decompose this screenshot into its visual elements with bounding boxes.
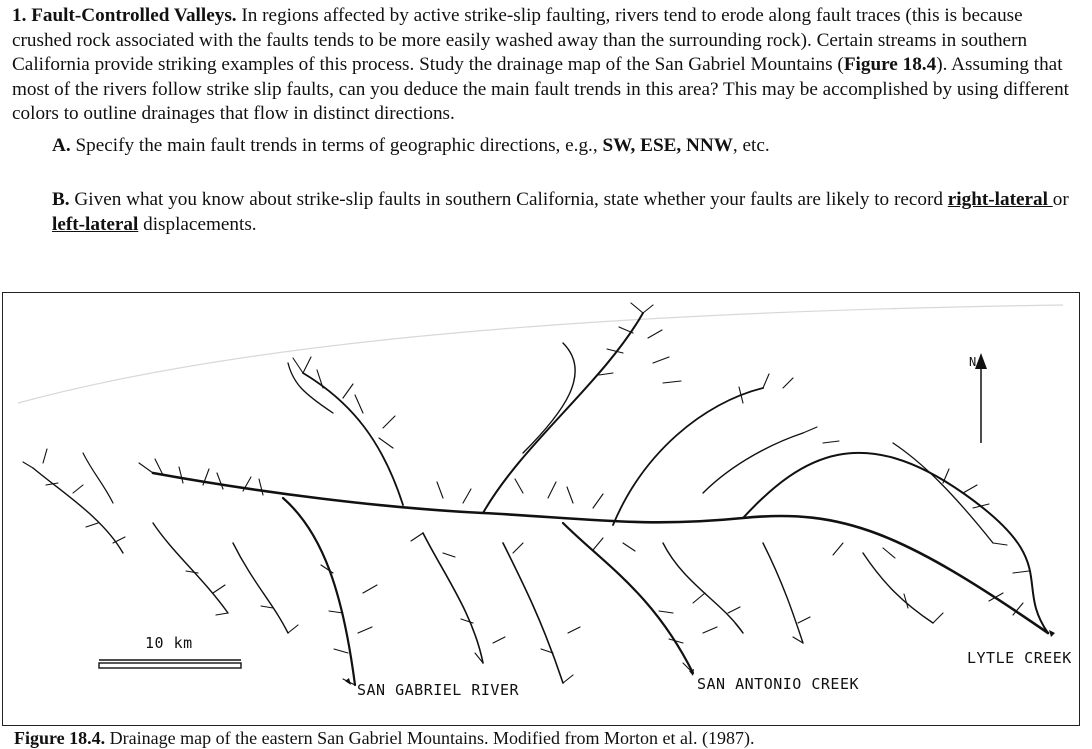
left-lateral-term: left-lateral — [52, 213, 139, 235]
drainage-map-figure — [2, 292, 1080, 726]
question-text-2: ). Assuming that most of the rivers follow strike slip faults, can you deduce the main fault trends in this area? This may be accomplished by using different colors to outline drainages that flow in distinct directions. — [12, 54, 1069, 125]
caption-label: Figure 18.4. — [14, 728, 106, 748]
lytle-creek-label: LYTLE CREEK — [967, 649, 1072, 667]
part-b-letter: B. — [52, 189, 70, 210]
right-lateral-term: right-lateral — [947, 189, 1053, 210]
part-a-letter: A. — [52, 135, 71, 156]
question-number: 1. — [12, 5, 27, 26]
direction-example-2: ESE, — [640, 135, 682, 156]
question-text-1: In regions affected by active strike-slip faulting, rivers tend to erode along fault traces (this is because crushed rock associated with the faults tends to be more easily washed away than the surrounding rock). Certain streams in southern California provide striking examples of this process. Study the drainage map of the San Gabriel Mountains ( — [12, 5, 1028, 76]
figure-reference: Figure 18.4 — [843, 54, 937, 76]
part-b-text-1: Given what you know about strike-slip faults in southern California, state whether your faults are likely to record — [69, 189, 948, 210]
part-b — [52, 188, 1072, 237]
lytle-outlet-marker — [1049, 630, 1055, 637]
figure-caption — [14, 727, 755, 749]
drainage-network — [23, 303, 1048, 685]
question-title: Fault-Controlled Valleys. — [31, 5, 237, 26]
san-gabriel-outlet-marker — [345, 678, 351, 685]
part-b-text-2: displacements. — [138, 213, 257, 235]
drainage-map — [3, 293, 1079, 725]
san-antonio-creek-label: SAN ANTONIO CREEK — [697, 675, 860, 693]
scale-bar — [99, 660, 241, 668]
part-b-or: or — [1052, 189, 1069, 210]
question-paragraph — [12, 4, 1080, 127]
part-a-text-2: , etc. — [732, 135, 770, 156]
scale-label: 10 km — [145, 634, 193, 652]
north-arrow-icon — [975, 353, 987, 443]
north-label: N — [969, 355, 977, 369]
caption-text: Drainage map of the eastern San Gabriel Mountains. Modified from Morton et al. (1987). — [105, 728, 755, 748]
part-a — [52, 134, 1072, 159]
faint-outline — [18, 305, 1063, 403]
part-a-text-1: Specify the main fault trends in terms of geographic directions, e.g., — [70, 135, 603, 156]
direction-example-3: NNW — [686, 135, 733, 156]
direction-example-1: SW, — [602, 135, 636, 156]
san-gabriel-river-label: SAN GABRIEL RIVER — [357, 681, 520, 699]
